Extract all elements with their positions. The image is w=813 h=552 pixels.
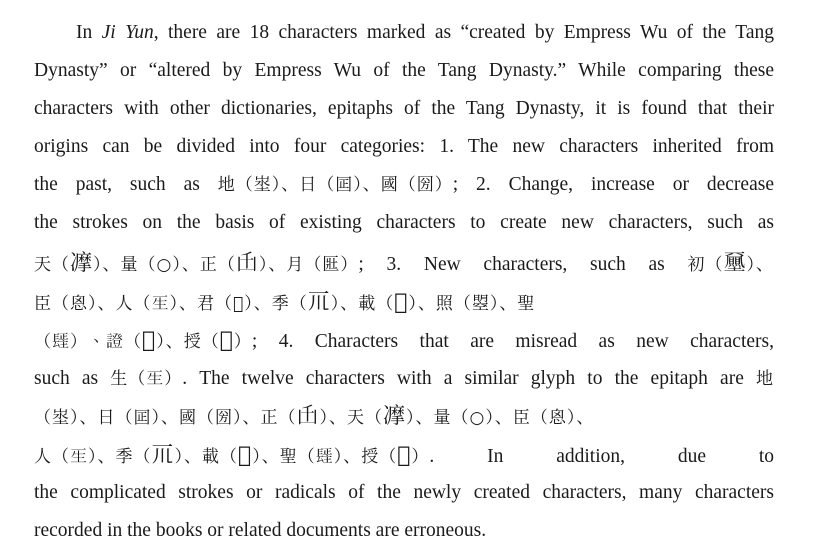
paragraph-line-14 <box>34 516 774 546</box>
text-run: recorded in the books or related documents are erroneous. <box>34 520 487 541</box>
cjk-characters: ）、天（ <box>319 408 384 428</box>
text-segment <box>34 288 535 318</box>
cjk-characters: 生（𤯔） <box>110 369 183 389</box>
cjk-characters: ）、聖（𨲢）、授（ <box>252 447 398 467</box>
cjk-variant-character: 𠙺 <box>235 251 259 276</box>
cjk-characters: （埊）、日（囸）、國（圀）、正（ <box>34 408 297 428</box>
paragraph-line-7 <box>34 249 774 279</box>
text-run: characters with other dictionaries, epitaphs of the Tang Dynasty, it is found that their <box>34 98 774 119</box>
text-segment <box>34 249 774 279</box>
paragraph-line-10 <box>34 364 774 394</box>
text-segment <box>34 402 594 432</box>
cjk-variant-character: 𥘅 <box>151 443 175 468</box>
cjk-characters: ）、載（ <box>174 447 239 467</box>
text-run: . The twelve characters with a similar glyph to the epitaph are <box>182 368 756 389</box>
text-run: ; 2. Change, increase or decrease <box>452 174 774 195</box>
book-title-italic: Ji Yun <box>101 22 154 43</box>
cjk-characters: ）、量（○）、正（ <box>93 255 236 275</box>
cjk-variant-character: 𥘅 <box>307 290 331 315</box>
text-segment <box>34 170 774 200</box>
cjk-characters: 臣（恖）、人（𤯔）、君（𠺞）、季（ <box>34 294 308 314</box>
cjk-variant-character: 𠘚 <box>70 251 94 276</box>
paragraph-line-4 <box>34 132 774 162</box>
text-run: ; 3. New characters, such as <box>358 254 688 275</box>
text-run: Dynasty” or “altered by Empress Wu of the Tang Dynasty.” While comparing these <box>34 60 774 81</box>
text-segment <box>76 18 774 48</box>
cjk-characters: 地 <box>755 369 774 389</box>
text-run: such as <box>34 368 111 389</box>
text-segment <box>34 364 774 394</box>
cjk-characters: ） <box>411 447 430 467</box>
cjk-characters: ）、月（匨） <box>258 255 359 275</box>
cjk-characters: ）、量（○）、臣（恖）、 <box>406 408 595 428</box>
paragraph-line-6 <box>34 208 774 238</box>
cjk-characters: 天（ <box>34 255 70 275</box>
paragraph-line-2 <box>34 56 774 86</box>
cjk-variant-character: 𠙺 <box>296 404 320 429</box>
text-run: . In addition, due to <box>429 446 774 467</box>
cjk-characters: （𨲢）、證（ <box>34 332 142 352</box>
text-run: In <box>76 22 102 43</box>
cjk-characters: ）、授（ <box>156 332 220 352</box>
paragraph-line-3 <box>34 94 774 124</box>
text-run: origins can be divided into four categories: 1. The new characters inherited from <box>34 136 774 157</box>
paragraph-line-1 <box>76 18 774 48</box>
paragraph-line-13 <box>34 478 774 508</box>
text-run: the complicated strokes or radicals of the newly created characters, many characters <box>34 482 774 503</box>
paragraph-line-9 <box>34 326 774 356</box>
cjk-variant-character: 𡕀 <box>238 443 253 468</box>
cjk-characters: 人（𤯔）、季（ <box>34 447 152 467</box>
text-run: the strokes on the basis of existing characters to create new characters, such as <box>34 212 774 233</box>
text-run: ; 4. Characters that are misread as new characters, <box>251 331 774 352</box>
paragraph-line-5 <box>34 170 774 200</box>
cjk-characters: ）、 <box>746 255 774 275</box>
paragraph-line-12 <box>34 441 774 471</box>
text-segment <box>34 441 774 471</box>
cjk-variant-character: 𥠢 <box>219 328 234 353</box>
cjk-variant-character: 𠘚 <box>383 404 407 429</box>
cjk-characters: ）、載（ <box>330 294 395 314</box>
cjk-variant-character: 𡔈 <box>723 251 747 276</box>
paragraph-line-11 <box>34 402 774 432</box>
text-run: , there are 18 characters marked as “created by Empress Wu of the Tang <box>153 22 774 43</box>
cjk-characters: ） <box>233 332 252 352</box>
cjk-variant-character: 𨹗 <box>142 328 157 353</box>
cjk-characters: ）、照（曌）、聖 <box>408 294 536 314</box>
text-segment <box>34 326 774 356</box>
cjk-characters: 初（ <box>687 255 724 275</box>
cjk-characters: 地（埊）、日（囸）、國（圀） <box>217 175 453 195</box>
text-run: the past, such as <box>34 174 218 195</box>
cjk-variant-character: 𥠢 <box>397 443 412 468</box>
cjk-variant-character: 𡕀 <box>394 290 409 315</box>
paragraph-line-8 <box>34 288 774 318</box>
